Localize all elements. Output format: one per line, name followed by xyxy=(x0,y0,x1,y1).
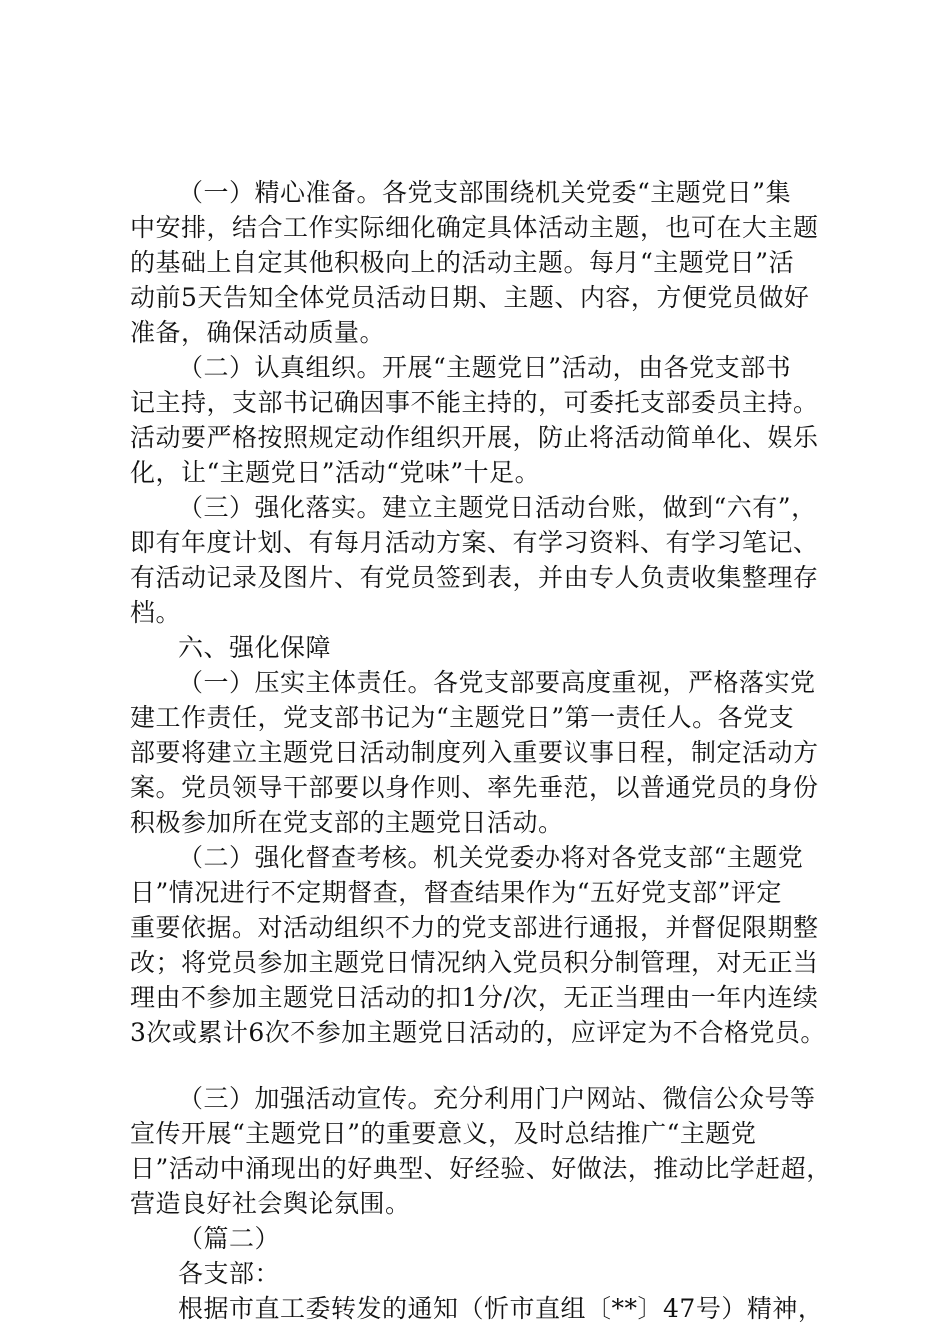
paragraph-line: 3次或累计6次不参加主题党日活动的，应评定为不合格党员。 xyxy=(130,1018,826,1047)
subtitle-line: （篇二） xyxy=(178,1224,281,1253)
paragraph-line: （一）精心准备。各党支部围绕机关党委“主题党日”集 xyxy=(178,178,792,207)
paragraph-line: 即有年度计划、有每月活动方案、有学习资料、有学习笔记、 xyxy=(130,528,819,557)
paragraph-line: （二）强化督查考核。机关党委办将对各党支部“主题党 xyxy=(178,843,804,872)
paragraph-line: 积极参加所在党支部的主题党日活动。 xyxy=(130,808,564,837)
paragraph-line: 根据市直工委转发的通知（忻市直组〔**〕47号）精神， xyxy=(178,1294,824,1323)
paragraph-line: 建工作责任，党支部书记为“主题党日”第一责任人。各党支 xyxy=(130,703,795,732)
paragraph-line: 中安排，结合工作实际细化确定具体活动主题，也可在大主题 xyxy=(130,213,819,242)
paragraph-line: 营造良好社会舆论氛围。 xyxy=(130,1189,411,1218)
paragraph-line: 改；将党员参加主题党日情况纳入党员积分制管理，对无正当 xyxy=(130,948,819,977)
paragraph-line: 日”情况进行不定期督查，督查结果作为“五好党支部”评定 xyxy=(130,878,782,907)
paragraph-line: 理由不参加主题党日活动的扣1分/次，无正当理由一年内连续 xyxy=(130,983,819,1012)
paragraph-line: 的基础上自定其他积极向上的活动主题。每月“主题党日”活 xyxy=(130,248,795,277)
paragraph-line: 部要将建立主题党日活动制度列入重要议事日程，制定活动方 xyxy=(130,738,819,767)
paragraph-line: 宣传开展“主题党日”的重要意义，及时总结推广“主题党 xyxy=(130,1119,757,1148)
paragraph-line: 记主持，支部书记确因事不能主持的，可委托支部委员主持。 xyxy=(130,388,819,417)
paragraph-line: 化，让“主题党日”活动“党味”十足。 xyxy=(130,458,541,487)
paragraph-line: （三）加强活动宣传。充分利用门户网站、微信公众号等 xyxy=(178,1084,816,1113)
paragraph-line: （三）强化落实。建立主题党日活动台账，做到“六有”， xyxy=(178,493,817,522)
paragraph-line: 案。党员领导干部要以身作则、率先垂范，以普通党员的身份 xyxy=(130,773,819,802)
paragraph-line: 重要依据。对活动组织不力的党支部进行通报，并督促限期整 xyxy=(130,913,819,942)
section-heading: 六、强化保障 xyxy=(178,633,332,662)
paragraph-line: 活动要严格按照规定动作组织开展，防止将活动简单化、娱乐 xyxy=(130,423,819,452)
paragraph-line: 日”活动中涌现出的好典型、好经验、好做法，推动比学赶超， xyxy=(130,1154,832,1183)
salutation-line: 各支部： xyxy=(178,1259,281,1288)
paragraph-line: 档。 xyxy=(130,598,182,627)
paragraph-line: （一）压实主体责任。各党支部要高度重视，严格落实党 xyxy=(178,668,816,697)
paragraph-line: （二）认真组织。开展“主题党日”活动，由各党支部书 xyxy=(178,353,792,382)
paragraph-line: 有活动记录及图片、有党员签到表，并由专人负责收集整理存 xyxy=(130,563,819,592)
paragraph-line: 准备，确保活动质量。 xyxy=(130,318,386,347)
paragraph-line: 动前5天告知全体党员活动日期、主题、内容，方便党员做好 xyxy=(130,283,810,312)
